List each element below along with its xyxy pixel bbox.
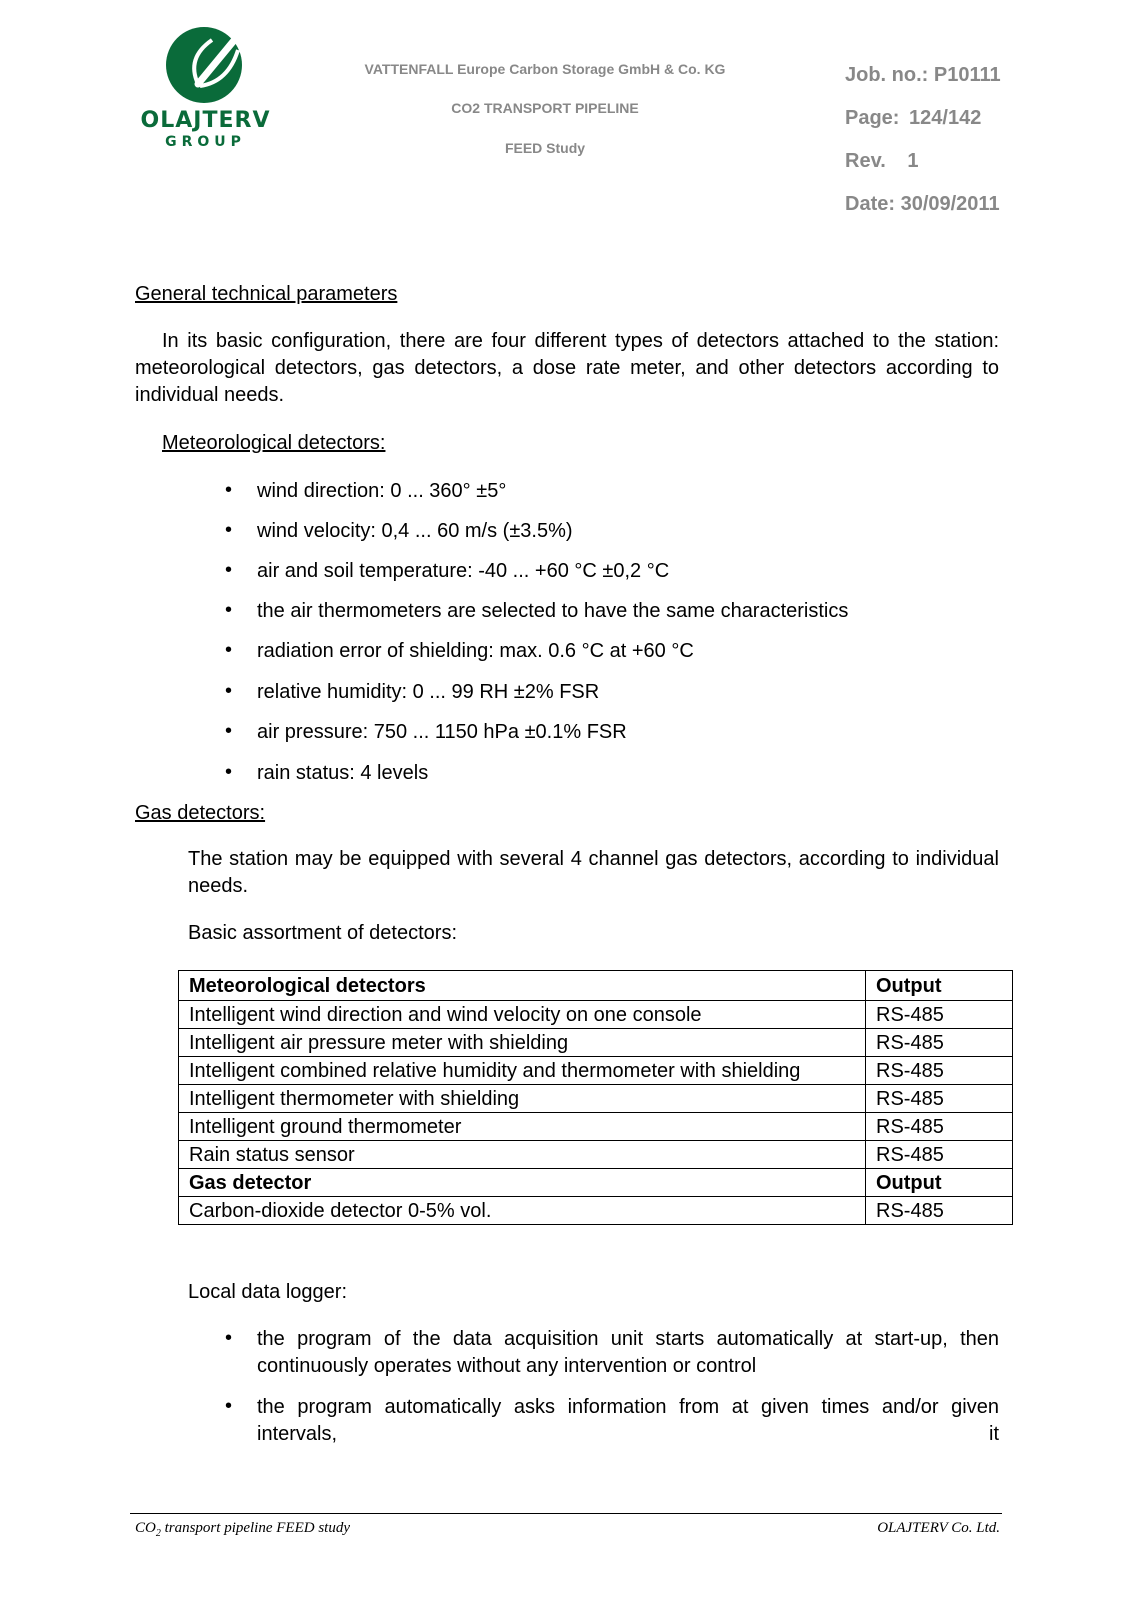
table-cell: RS-485 <box>866 1197 1013 1225</box>
list-item: air and soil temperature: -40 ... +60 °C ±0,2 °C <box>257 560 670 582</box>
logo-name: OLAJTERV <box>140 108 271 133</box>
list-item-word: it <box>989 1423 999 1445</box>
table-cell: RS-485 <box>866 1001 1013 1029</box>
bullet-icon: • <box>225 1327 233 1349</box>
intro-paragraph: In its basic configuration, there are four different types of detectors attached to the station: meteorological detectors, gas detectors, a dose rate meter, and other detectors according to individual needs. <box>135 330 999 406</box>
assortment-label: Basic assortment of detectors: <box>188 922 458 944</box>
table-header-cell: Output <box>866 971 1013 1001</box>
list-item: radiation error of shielding: max. 0.6 °C at +60 °C <box>257 640 694 662</box>
table-header-cell: Output <box>866 1169 1013 1197</box>
table-cell: RS-485 <box>866 1029 1013 1057</box>
table-header-cell: Meteorological detectors <box>179 971 866 1001</box>
footer-right: OLAJTERV Co. Ltd. <box>877 1520 1000 1536</box>
list-item <box>257 1326 999 1380</box>
page-label: Page: <box>845 107 900 129</box>
list-item-word: intervals, <box>257 1423 338 1445</box>
footer-left-pre: CO <box>135 1520 156 1536</box>
table-header-row <box>179 971 1013 1001</box>
olajterv-logo <box>138 24 273 154</box>
rev-value: 1 <box>907 150 919 172</box>
bullet-icon: • <box>225 761 233 783</box>
list-item-line <box>257 1421 999 1448</box>
table-cell: Intelligent thermometer with shielding <box>179 1085 866 1113</box>
gas-title: Gas detectors: <box>135 802 266 824</box>
header-company: VATTENFALL Europe Carbon Storage GmbH & Co. KG <box>364 61 726 77</box>
page-value: 124/142 <box>909 107 982 129</box>
table-row <box>179 1085 1013 1113</box>
logo-subtitle: GROUP <box>165 134 246 150</box>
footer-divider <box>130 1513 1002 1514</box>
list-item: relative humidity: 0 ... 99 RH ±2% FSR <box>257 681 600 703</box>
list-item: wind direction: 0 ... 360° ±5° <box>257 480 507 502</box>
list-item: wind velocity: 0,4 ... 60 m/s (±3.5%) <box>257 520 573 542</box>
olajterv-leaf-icon <box>138 24 273 106</box>
detector-table <box>178 970 1013 1225</box>
table-cell: RS-485 <box>866 1141 1013 1169</box>
header-page <box>845 107 981 130</box>
meteo-title: Meteorological detectors: <box>162 432 386 454</box>
list-item-line: the program of the data acquisition unit starts automatically at start-up, then <box>257 1328 999 1350</box>
job-value: P10111 <box>933 64 1001 86</box>
list-item <box>257 1394 999 1448</box>
table-row <box>179 1197 1013 1225</box>
bullet-icon: • <box>225 519 233 541</box>
footer-left-sub: 2 <box>155 1528 161 1539</box>
footer-left <box>135 1520 350 1539</box>
header-project: CO2 TRANSPORT PIPELINE <box>451 100 639 116</box>
gas-paragraph: The station may be equipped with several 4 channel gas detectors, according to individual needs. <box>188 848 999 897</box>
header-job-no <box>845 64 1001 87</box>
bullet-icon: • <box>225 599 233 621</box>
bullet-icon: • <box>225 680 233 702</box>
table-cell: RS-485 <box>866 1085 1013 1113</box>
bullet-icon: • <box>225 559 233 581</box>
rev-label: Rev. <box>845 150 886 172</box>
table-cell: Intelligent wind direction and wind velocity on one console <box>179 1001 866 1029</box>
logger-title: Local data logger: <box>188 1281 348 1303</box>
section-title: General technical parameters <box>135 283 398 305</box>
header-study: FEED Study <box>504 140 586 156</box>
table-cell: Carbon-dioxide detector 0-5% vol. <box>179 1197 866 1225</box>
list-item: rain status: 4 levels <box>257 762 429 784</box>
table-cell: Rain status sensor <box>179 1141 866 1169</box>
table-cell: Intelligent air pressure meter with shielding <box>179 1029 866 1057</box>
bullet-icon: • <box>225 1395 233 1417</box>
list-item-line: the program automatically asks information from at given times and/or given <box>257 1396 999 1418</box>
table-row <box>179 1057 1013 1085</box>
table-cell: RS-485 <box>866 1113 1013 1141</box>
table-header-cell: Gas detector <box>179 1169 866 1197</box>
date-label: Date: <box>845 193 896 215</box>
bullet-icon: • <box>225 479 233 501</box>
table-row <box>179 1001 1013 1029</box>
header-date <box>845 193 1000 216</box>
table-row <box>179 1029 1013 1057</box>
list-item-line: continuously operates without any intervention or control <box>257 1355 757 1377</box>
list-item: air pressure: 750 ... 1150 hPa ±0.1% FSR <box>257 721 627 743</box>
header-rev <box>845 150 918 173</box>
footer-left-post: transport pipeline FEED study <box>160 1520 350 1536</box>
job-label: Job. no.: <box>845 64 929 86</box>
table-cell: Intelligent combined relative humidity and thermometer with shielding <box>179 1057 866 1085</box>
table-row <box>179 1141 1013 1169</box>
bullet-icon: • <box>225 720 233 742</box>
list-item: the air thermometers are selected to have the same characteristics <box>257 600 849 622</box>
table-cell: Intelligent ground thermometer <box>179 1113 866 1141</box>
date-value: 30/09/2011 <box>900 193 1000 215</box>
table-cell: RS-485 <box>866 1057 1013 1085</box>
bullet-icon: • <box>225 639 233 661</box>
table-header-row <box>179 1169 1013 1197</box>
table-row <box>179 1113 1013 1141</box>
